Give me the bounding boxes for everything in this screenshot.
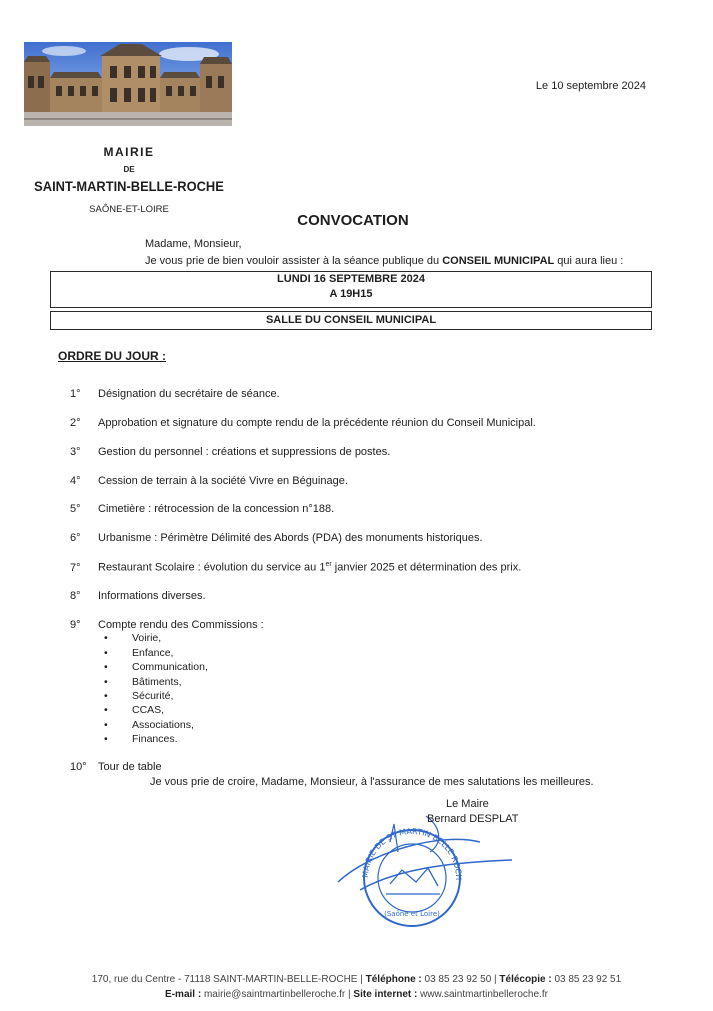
agenda-item-text-before: Restaurant Scolaire : évolution du service au 1 xyxy=(98,561,326,574)
agenda-item-number: 4° xyxy=(70,475,81,487)
agenda-item xyxy=(70,503,334,515)
footer-web-label: Site internet : xyxy=(353,989,418,1000)
commission-item: • Voirie, xyxy=(104,632,162,644)
agenda-item xyxy=(70,446,390,458)
agenda-item-number: 3° xyxy=(70,446,81,458)
agenda-item-number: 5° xyxy=(70,503,81,515)
agenda-title: ORDRE DU JOUR : xyxy=(58,349,167,363)
agenda-item-number: 10° xyxy=(70,761,87,773)
agenda-item-number: 8° xyxy=(70,590,81,602)
agenda-item xyxy=(70,417,536,429)
departement-name: SAÔNE-ET-LOIRE xyxy=(89,204,169,215)
agenda-item-number: 7° xyxy=(70,561,81,574)
agenda-item xyxy=(70,532,483,544)
agenda-item xyxy=(70,619,264,631)
agenda-item-text: Compte rendu des Commissions : xyxy=(98,619,264,631)
footer-separator: | xyxy=(345,989,354,1000)
meeting-time: A 19H15 xyxy=(329,288,373,300)
agenda-item-text-after: janvier 2025 et détermination des prix. xyxy=(331,561,522,574)
agenda-item xyxy=(70,761,162,773)
signatory-name: Bernard DESPLAT xyxy=(427,813,519,825)
commission-label: Enfance, xyxy=(132,647,174,659)
meeting-place: SALLE DU CONSEIL MUNICIPAL xyxy=(265,314,437,326)
footer-separator: | xyxy=(357,974,366,985)
mairie-label: MAIRIE xyxy=(103,145,155,159)
agenda-item xyxy=(70,388,280,400)
agenda-item-number: 2° xyxy=(70,417,81,429)
footer-fax-label: Télécopie : xyxy=(499,974,552,985)
commission-label: Associations, xyxy=(132,719,194,731)
stamp-sub-text: (Saône et Loire) xyxy=(384,910,440,918)
commission-label: CCAS, xyxy=(132,704,165,716)
footer-phone-label: Téléphone : xyxy=(365,974,422,985)
intro-after: qui aura lieu : xyxy=(554,255,624,267)
meeting-datetime-box xyxy=(50,271,652,308)
agenda-item-number: 1° xyxy=(70,388,81,400)
commission-label: Sécurité, xyxy=(132,690,174,702)
commission-item: • Bâtiments, xyxy=(104,676,182,688)
agenda-item xyxy=(70,561,521,574)
footer-line-1 xyxy=(0,974,713,985)
agenda-item-number: 6° xyxy=(70,532,81,544)
agenda-item xyxy=(70,475,348,487)
agenda-item-text: Informations diverses. xyxy=(98,590,206,602)
intro-paragraph xyxy=(145,255,623,267)
footer-address: 170, rue du Centre - 71118 SAINT-MARTIN-BELLE-ROCHE xyxy=(91,974,358,985)
agenda-item-number: 9° xyxy=(70,619,81,631)
agenda-item-text: Gestion du personnel : créations et suppressions de postes. xyxy=(98,446,391,458)
agenda-item-text: Approbation et signature du compte rendu de la précédente réunion du Conseil Municipal. xyxy=(98,417,536,429)
mayor-stamp-and-signature xyxy=(330,812,525,927)
agenda-item-text: Urbanisme : Périmètre Délimité des Abords (PDA) des monuments historiques. xyxy=(98,532,483,544)
agenda-item xyxy=(70,590,206,602)
footer-email[interactable]: mairie@saintmartinbelleroche.fr xyxy=(201,989,346,1000)
intro-strong: CONSEIL MUNICIPAL xyxy=(442,255,555,267)
meeting-date: LUNDI 16 SEPTEMBRE 2024 xyxy=(277,273,425,285)
commission-label: Communication, xyxy=(132,661,208,673)
commission-item: • Communication, xyxy=(104,661,208,673)
meeting-place-box xyxy=(50,311,652,330)
commission-item: • Sécurité, xyxy=(104,690,174,702)
footer-separator: | xyxy=(491,974,500,985)
document-title: CONVOCATION xyxy=(297,212,409,229)
agenda-item-text: Cession de terrain à la société Vivre en Béguinage. xyxy=(98,475,348,487)
commission-label: Voirie, xyxy=(132,632,162,644)
commune-name: SAINT-MARTIN-BELLE-ROCHE xyxy=(34,178,224,194)
letter-date: Le 10 septembre 2024 xyxy=(535,80,646,92)
footer-web[interactable]: www.saintmartinbelleroche.fr xyxy=(417,989,548,1000)
footer-phone: 03 85 23 92 50 xyxy=(421,974,492,985)
signatory-role: Le Maire xyxy=(446,798,489,810)
greeting: Madame, Monsieur, xyxy=(145,238,242,250)
footer-email-label: E-mail : xyxy=(165,989,202,1000)
agenda-item-text: Désignation du secrétaire de séance. xyxy=(98,388,280,400)
commission-item: • Finances. xyxy=(104,733,178,745)
commission-item: • CCAS, xyxy=(104,704,165,716)
agenda-item-sup: er xyxy=(325,561,332,568)
commission-label: Bâtiments, xyxy=(132,676,182,688)
closing-formula: Je vous prie de croire, Madame, Monsieur, à l'assurance de mes salutations les meilleures. xyxy=(150,776,594,788)
footer-fax: 03 85 23 92 51 xyxy=(551,974,622,985)
commission-item: • Enfance, xyxy=(104,647,174,659)
footer-line-2 xyxy=(0,989,713,1000)
agenda-item-text: Cimetière : rétrocession de la concession n°188. xyxy=(98,503,335,515)
commission-label: Finances. xyxy=(132,733,178,745)
commission-item: • Associations, xyxy=(104,719,194,731)
town-hall-photo xyxy=(24,42,232,126)
de-label: DE xyxy=(123,165,135,174)
intro-before: Je vous prie de bien vouloir assister à la séance publique du xyxy=(145,255,443,267)
stamp-ring-text: MAIRIE DE ST MARTIN BELLE ROCH xyxy=(360,826,464,881)
agenda-item-text: Tour de table xyxy=(98,761,162,773)
